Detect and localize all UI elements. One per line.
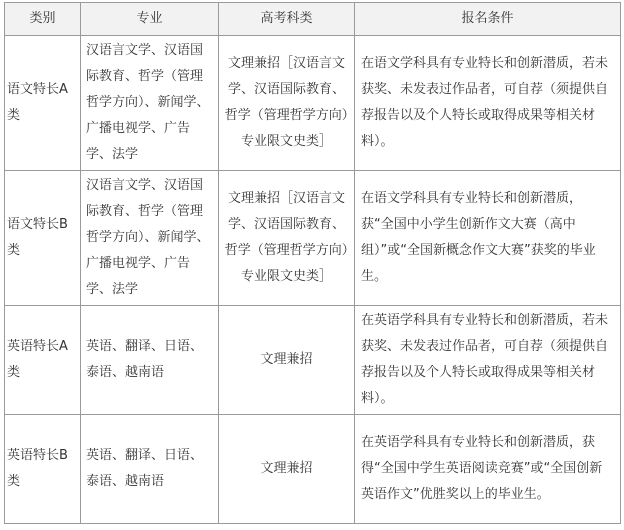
category-cell: 英语特长B类 (5, 415, 81, 524)
table-header-row (5, 3, 621, 36)
header-major: 专业 (81, 3, 219, 36)
header-requirements: 报名条件 (355, 3, 621, 36)
requirements-cell: 在英语学科具有专业特长和创新潜质，获得“全国中学生英语阅读竞赛”或“全国创新英语作文”优胜奖以上的毕业生。 (355, 415, 621, 524)
table-row (5, 36, 621, 171)
category-cell: 英语特长A类 (5, 306, 81, 415)
admission-table (4, 2, 621, 524)
table-row (5, 306, 621, 415)
requirements-cell: 在语文学科具有专业特长和创新潜质，获“全国中小学生创新作文大赛（高中组）”或“全国新概念作文大赛”获奖的毕业生。 (355, 171, 621, 306)
subject-type-cell: 文理兼招 (219, 415, 355, 524)
requirements-cell: 在英语学科具有专业特长和创新潜质，若未获奖、未发表过作品者，可自荐（须提供自荐报告以及个人特长或取得成果等相关材料）。 (355, 306, 621, 415)
major-cell: 英语、翻译、日语、泰语、越南语 (81, 415, 219, 524)
major-cell: 汉语言文学、汉语国际教育、哲学（管理哲学方向）、新闻学、广播电视学、广告学、法学 (81, 171, 219, 306)
header-category: 类别 (5, 3, 81, 36)
category-cell: 语文特长B类 (5, 171, 81, 306)
subject-type-cell: 文理兼招［汉语言文学、汉语国际教育、哲学（管理哲学方向）专业限文史类］ (219, 171, 355, 306)
subject-type-cell: 文理兼招［汉语言文学、汉语国际教育、哲学（管理哲学方向）专业限文史类］ (219, 36, 355, 171)
table-row (5, 415, 621, 524)
category-cell: 语文特长A类 (5, 36, 81, 171)
subject-type-cell: 文理兼招 (219, 306, 355, 415)
major-cell: 英语、翻译、日语、泰语、越南语 (81, 306, 219, 415)
table-row (5, 171, 621, 306)
header-subject-type: 高考科类 (219, 3, 355, 36)
requirements-cell: 在语文学科具有专业特长和创新潜质，若未获奖、未发表过作品者，可自荐（须提供自荐报告以及个人特长或取得成果等相关材料）。 (355, 36, 621, 171)
major-cell: 汉语言文学、汉语国际教育、哲学（管理哲学方向）、新闻学、广播电视学、广告学、法学 (81, 36, 219, 171)
